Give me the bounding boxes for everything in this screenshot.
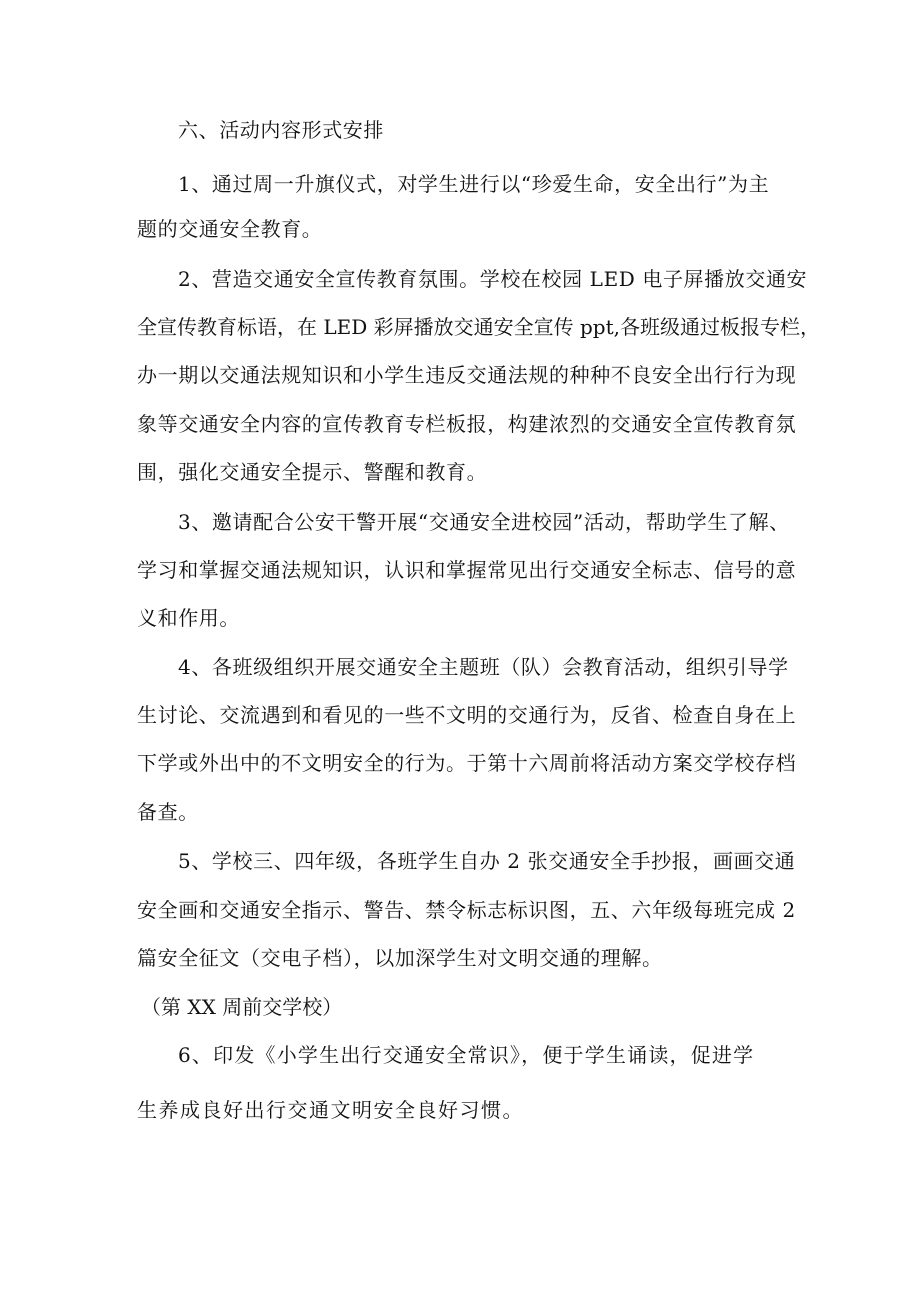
paragraph-line: 全宣传教育标语，在 LED 彩屏播放交通安全宣传 ppt,各班级通过板报专栏，	[137, 315, 820, 339]
paragraph-line: 学习和掌握交通法规知识，认识和掌握常见出行交通安全标志、信号的意	[137, 558, 797, 582]
paragraph-line: 备查。	[137, 800, 199, 824]
paragraph-line: 象等交通安全内容的宣传教育专栏板报，构建浓烈的交通安全宣传教育氛	[137, 412, 797, 436]
paragraph-line: 题的交通安全教育。	[137, 217, 323, 241]
paragraph-line: 篇安全征文（交电子档），以加深学生对文明交通的理解。	[137, 946, 663, 970]
paragraph-line: 5、学校三、四年级，各班学生自办 2 张交通安全手抄报，画画交通	[178, 849, 796, 873]
paragraph-line: 4、各班级组织开展交通安全主题班（队）会教育活动，组织引导学	[178, 655, 789, 679]
paragraph-line: 生讨论、交流遇到和看见的一些不文明的交通行为，反省、检查自身在上	[137, 703, 797, 727]
paragraph-line: 3、邀请配合公安干警开展“交通安全进校园”活动，帮助学生了解、	[178, 510, 790, 534]
paragraph-line: 下学或外出中的不文明安全的行为。于第十六周前将活动方案交学校存档	[137, 751, 797, 775]
paragraph-line: 义和作用。	[137, 606, 240, 630]
deadline-note: （第 XX 周前交学校）	[141, 995, 343, 1019]
paragraph-line: 安全画和交通安全指示、警告、禁令标志标识图，五、六年级每班完成 2	[137, 898, 796, 922]
paragraph-line: 1、通过周一升旗仪式，对学生进行以“珍爱生命，安全出行”为主	[178, 172, 770, 196]
paragraph-line: 围，强化交通安全提示、警醒和教育。	[137, 460, 488, 484]
section-heading: 六、活动内容形式安排	[178, 118, 384, 142]
paragraph-line: 办一期以交通法规知识和小学生违反交通法规的种种不良安全出行行为现	[137, 363, 797, 387]
paragraph-line: 生养成良好出行交通文明安全良好习惯。	[137, 1098, 524, 1122]
paragraph-line: 2、营造交通安全宣传教育氛围。学校在校园 LED 电子屏播放交通安	[178, 267, 808, 291]
paragraph-line: 6、印发《小学生出行交通安全常识》，便于学生诵读，促进学	[178, 1043, 755, 1067]
